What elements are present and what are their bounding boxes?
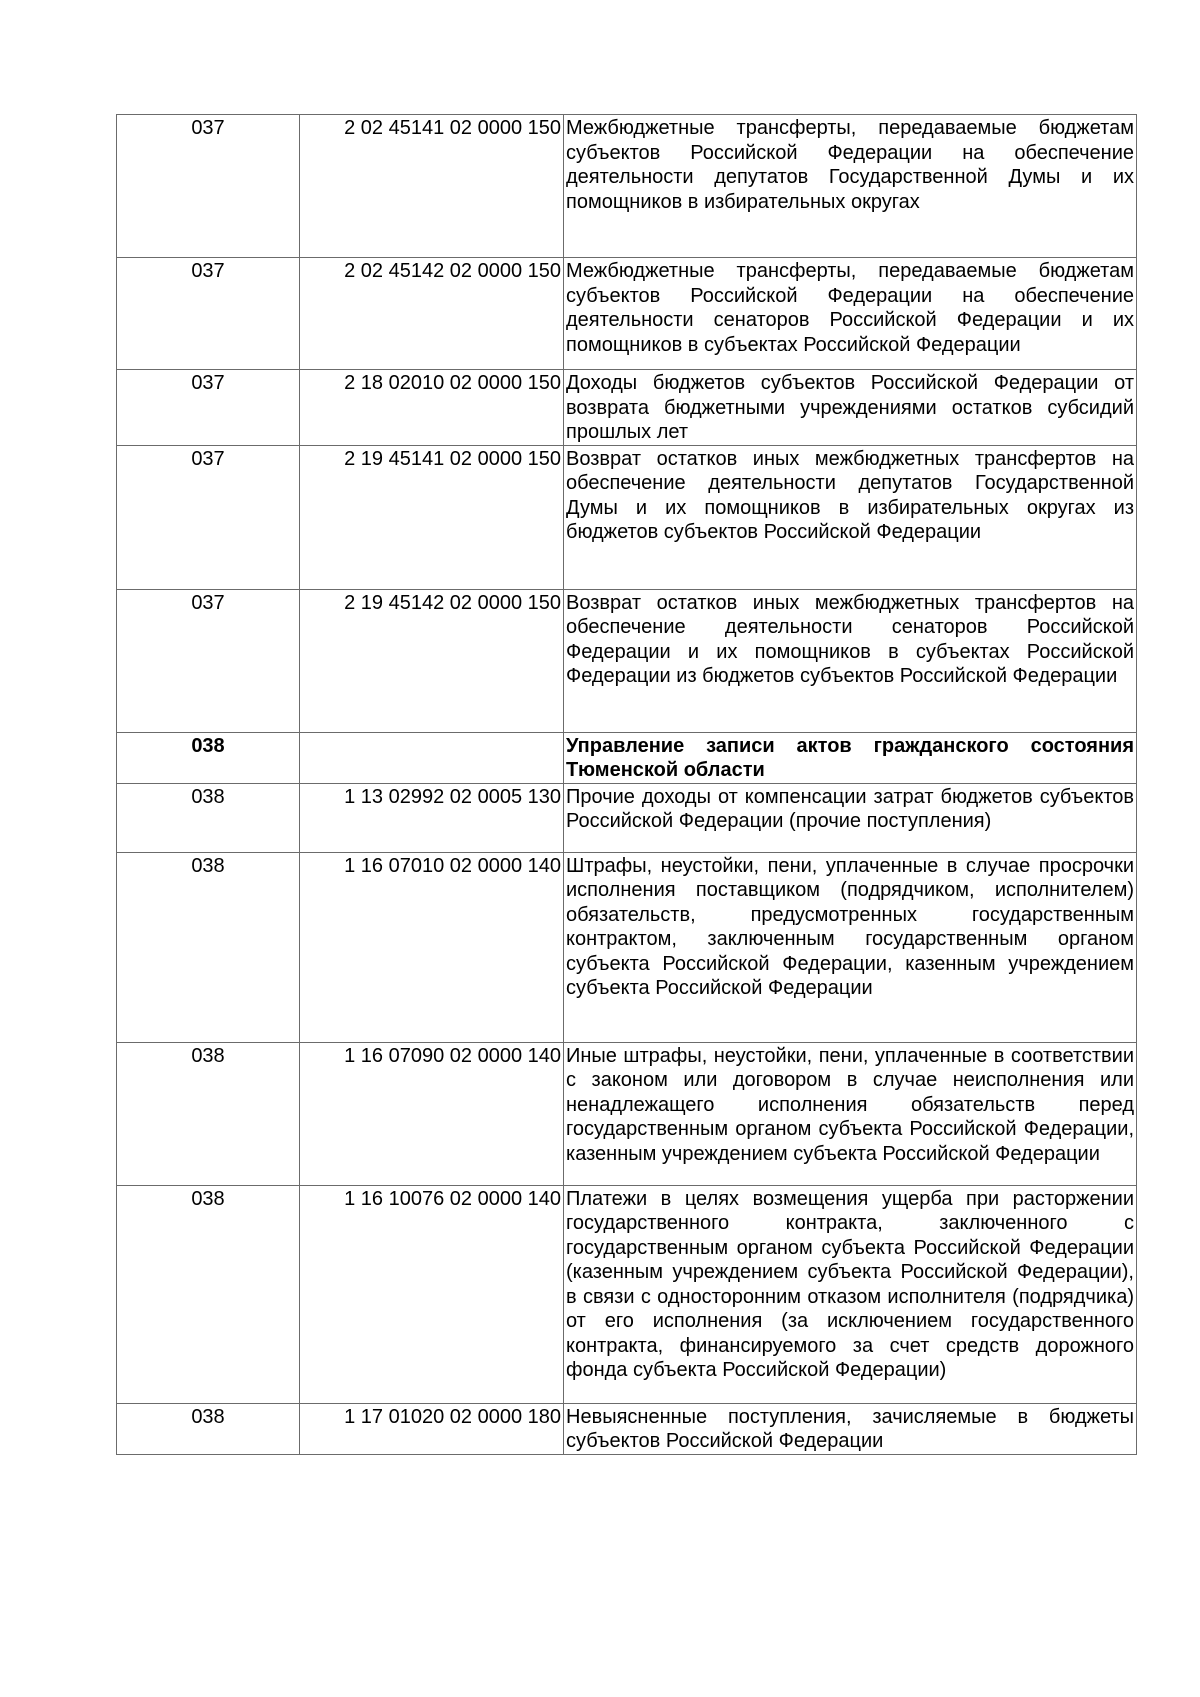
admin-code-cell: 037 xyxy=(117,589,300,732)
admin-code-cell: 037 xyxy=(117,115,300,258)
description-cell: Межбюджетные трансферты, передаваемые бюджетам субъектов Российской Федерации на обеспечение деятельности сенаторов Российской Федерации и их помощников в субъектах Российской Федерации xyxy=(564,258,1137,370)
budget-code-cell: 2 18 02010 02 0000 150 xyxy=(300,370,564,446)
table-body xyxy=(117,115,1137,1455)
admin-code-cell: 038 xyxy=(117,1185,300,1403)
budget-code-cell: 2 19 45142 02 0000 150 xyxy=(300,589,564,732)
budget-code-cell: 1 16 07010 02 0000 140 xyxy=(300,852,564,1042)
description-cell: Доходы бюджетов субъектов Российской Федерации от возврата бюджетными учреждениями остатков субсидий прошлых лет xyxy=(564,370,1137,446)
budget-code-cell: 2 02 45142 02 0000 150 xyxy=(300,258,564,370)
budget-code-cell: 2 02 45141 02 0000 150 xyxy=(300,115,564,258)
admin-code-cell: 037 xyxy=(117,258,300,370)
budget-code-cell: 1 13 02992 02 0005 130 xyxy=(300,783,564,852)
admin-code-cell: 038 xyxy=(117,732,300,783)
table-row xyxy=(117,445,1137,589)
admin-code-cell: 037 xyxy=(117,370,300,446)
table-row xyxy=(117,783,1137,852)
description-cell: Возврат остатков иных межбюджетных трансфертов на обеспечение деятельности депутатов Государственной Думы и их помощников в избирательных округах из бюджетов субъектов Российской Федерации xyxy=(564,445,1137,589)
table-row xyxy=(117,1042,1137,1185)
table-row xyxy=(117,852,1137,1042)
admin-code-cell: 038 xyxy=(117,1403,300,1454)
budget-code-cell: 1 17 01020 02 0000 180 xyxy=(300,1403,564,1454)
budget-code-cell: 2 19 45141 02 0000 150 xyxy=(300,445,564,589)
description-cell: Штрафы, неустойки, пени, уплаченные в случае просрочки исполнения поставщиком (подрядчиком, исполнителем) обязательств, предусмотренных государственным контрактом, заключенным государственным органом субъекта Российской Федерации, казенным учреждением субъекта Российской Федерации xyxy=(564,852,1137,1042)
section-header-row xyxy=(117,732,1137,783)
table-row xyxy=(117,370,1137,446)
table-row xyxy=(117,1403,1137,1454)
table-row xyxy=(117,1185,1137,1403)
revenue-codes-table xyxy=(116,114,1137,1455)
budget-code-cell xyxy=(300,732,564,783)
description-cell: Невыясненные поступления, зачисляемые в бюджеты субъектов Российской Федерации xyxy=(564,1403,1137,1454)
description-cell: Иные штрафы, неустойки, пени, уплаченные в соответствии с законом или договором в случае неисполнения или ненадлежащего исполнения обязательств перед государственным органом субъекта Российской Федерации, казенным учреждением субъекта Российской Федерации xyxy=(564,1042,1137,1185)
budget-code-cell: 1 16 10076 02 0000 140 xyxy=(300,1185,564,1403)
section-title-cell: Управление записи актов гражданского состояния Тюменской области xyxy=(564,732,1137,783)
description-cell: Возврат остатков иных межбюджетных трансфертов на обеспечение деятельности сенаторов Российской Федерации и их помощников в субъектах Российской Федерации из бюджетов субъектов Российской Федерации xyxy=(564,589,1137,732)
table-row xyxy=(117,115,1137,258)
table-row xyxy=(117,258,1137,370)
description-cell: Прочие доходы от компенсации затрат бюджетов субъектов Российской Федерации (прочие поступления) xyxy=(564,783,1137,852)
admin-code-cell: 038 xyxy=(117,783,300,852)
description-cell: Платежи в целях возмещения ущерба при расторжении государственного контракта, заключенного с государственным органом субъекта Российской Федерации (казенным учреждением субъекта Российской Федерации), в связи с односторонним отказом исполнителя (подрядчика) от его исполнения (за исключением государственного контракта, финансируемого за счет средств дорожного фонда субъекта Российской Федерации) xyxy=(564,1185,1137,1403)
admin-code-cell: 038 xyxy=(117,1042,300,1185)
description-cell: Межбюджетные трансферты, передаваемые бюджетам субъектов Российской Федерации на обеспечение деятельности депутатов Государственной Думы и их помощников в избирательных округах xyxy=(564,115,1137,258)
document-page xyxy=(116,114,1136,1455)
admin-code-cell: 037 xyxy=(117,445,300,589)
table-row xyxy=(117,589,1137,732)
admin-code-cell: 038 xyxy=(117,852,300,1042)
budget-code-cell: 1 16 07090 02 0000 140 xyxy=(300,1042,564,1185)
